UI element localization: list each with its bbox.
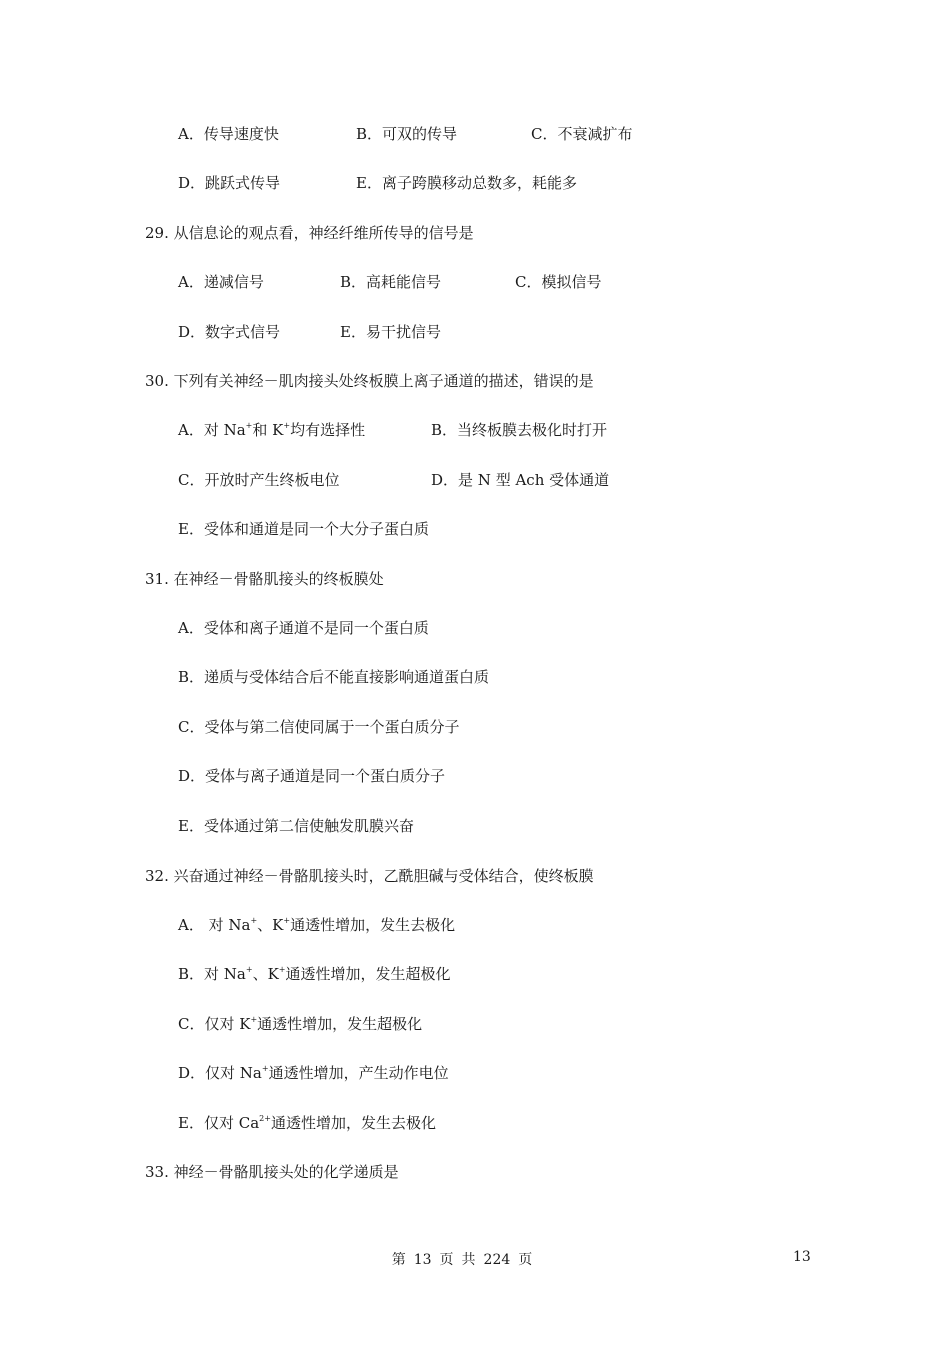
q31-title: 31. 在神经－骨骼肌接头的终板膜处 bbox=[145, 570, 384, 588]
page-number: 13 bbox=[793, 1249, 811, 1265]
q32-title: 32. 兴奋通过神经－骨骼肌接头时，乙酰胆碱与受体结合，使终板膜 bbox=[145, 867, 594, 885]
q32-option-c: C．仅对 K+通透性增加，发生超极化 bbox=[178, 1015, 423, 1033]
page-footer: 第 13 页 共 224 页 bbox=[391, 1252, 533, 1268]
q28-option-e: E．离子跨膜移动总数多，耗能多 bbox=[356, 174, 577, 192]
q32-option-a: A． 对 Na+、K+通透性增加，发生去极化 bbox=[178, 916, 456, 934]
q29-option-a: A．递减信号 bbox=[178, 273, 264, 291]
q30-option-e: E．受体和通道是同一个大分子蛋白质 bbox=[178, 520, 429, 538]
q29-option-e: E．易干扰信号 bbox=[340, 323, 441, 341]
q29-title: 29. 从信息论的观点看，神经纤维所传导的信号是 bbox=[145, 224, 474, 242]
q32-option-b: B．对 Na+、K+通透性增加，发生超极化 bbox=[178, 965, 451, 983]
q33-title: 33. 神经－骨骼肌接头处的化学递质是 bbox=[145, 1163, 399, 1181]
q32-option-e: E．仅对 $Ca^{2+}$通透性增加，发生去极化 bbox=[178, 1114, 436, 1132]
q28-option-b: B．可双的传导 bbox=[356, 125, 458, 143]
q30-option-b: B．当终板膜去极化时打开 bbox=[431, 421, 608, 439]
q28-option-d: D．跳跃式传导 bbox=[178, 174, 281, 192]
q31-option-d: D．受体与离子通道是同一个蛋白质分子 bbox=[178, 767, 446, 785]
q32-option-d: D．仅对 Na+通透性增加，产生动作电位 bbox=[178, 1064, 449, 1082]
q28-option-c: C．不衰减扩布 bbox=[531, 125, 633, 143]
q29-option-b: B．高耗能信号 bbox=[340, 273, 442, 291]
q30-option-c: C．开放时产生终板电位 bbox=[178, 471, 340, 489]
q31-option-b: B．递质与受体结合后不能直接影响通道蛋白质 bbox=[178, 668, 490, 686]
q28-option-a: A．传导速度快 bbox=[178, 125, 279, 143]
q29-option-c: C．模拟信号 bbox=[515, 273, 602, 291]
q31-option-a: A．受体和离子通道不是同一个蛋白质 bbox=[178, 619, 429, 637]
q29-option-d: D．数字式信号 bbox=[178, 323, 281, 341]
q31-option-e: E．受体通过第二信使触发肌膜兴奋 bbox=[178, 817, 414, 835]
q31-option-c: C．受体与第二信使同属于一个蛋白质分子 bbox=[178, 718, 460, 736]
q30-title: 30. 下列有关神经－肌肉接头处终板膜上离子通道的描述，错误的是 bbox=[145, 372, 594, 390]
q30-option-a: A．对 Na+和 K+均有选择性 bbox=[178, 421, 366, 439]
q30-option-d: D．是 N 型 Ach 受体通道 bbox=[431, 471, 610, 489]
